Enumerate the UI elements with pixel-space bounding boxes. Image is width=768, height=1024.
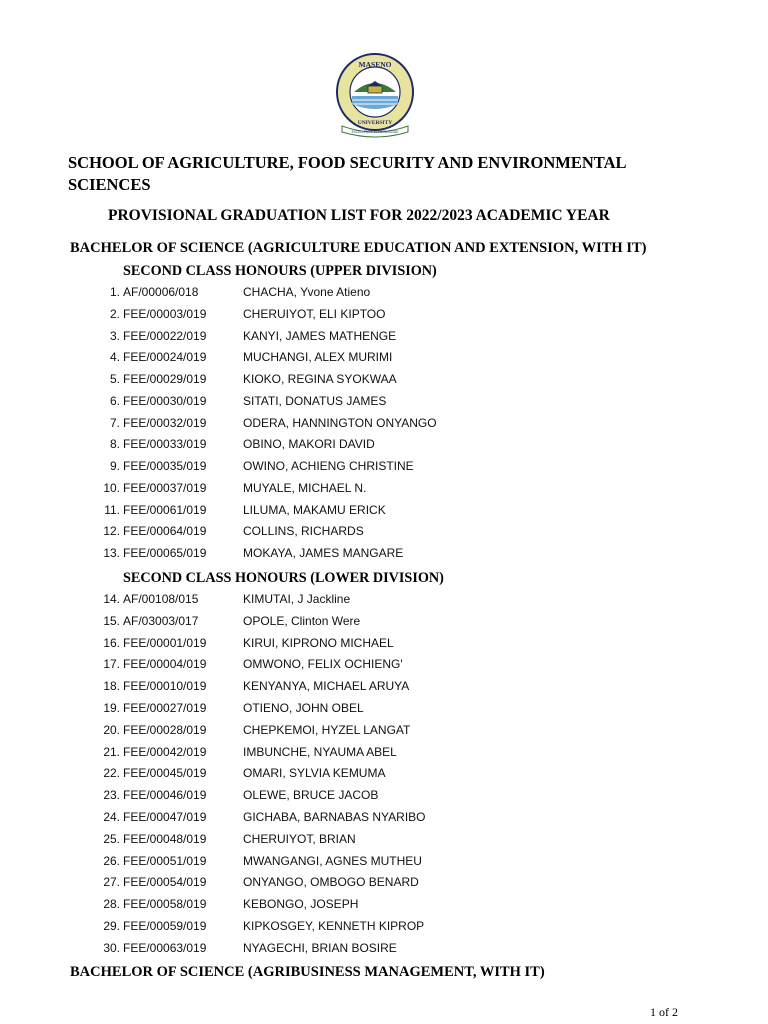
student-name: OLEWE, BRUCE JACOB — [243, 788, 379, 803]
student-name: ONYANGO, OMBOGO BENARD — [243, 875, 419, 890]
registration-number: FEE/00051/019 — [123, 853, 207, 868]
entry-number: 23. — [103, 788, 120, 803]
entry-number: 13. — [103, 546, 120, 560]
student-name: MWANGANGI, AGNES MUTHEU — [243, 853, 422, 868]
list-item — [0, 701, 768, 723]
student-name: MOKAYA, JAMES MANGARE — [243, 546, 404, 560]
entry-number: 10. — [103, 480, 120, 495]
list-item — [0, 788, 768, 810]
student-name: LILUMA, MAKAMU ERICK — [243, 502, 386, 517]
list-item — [0, 546, 768, 568]
student-name: MUCHANGI, ALEX MURIMI — [243, 350, 393, 365]
registration-number: FEE/00059/019 — [123, 919, 207, 933]
list-item — [0, 919, 768, 941]
entry-number: 19. — [103, 701, 120, 715]
entry-number: 16. — [103, 635, 120, 650]
entry-number: 7. — [109, 415, 120, 430]
list-item — [0, 459, 768, 481]
list-item — [0, 285, 768, 307]
registration-number: FEE/00010/019 — [123, 679, 207, 694]
entry-number: 4. — [109, 350, 120, 365]
university-seal-logo — [332, 52, 418, 138]
list-item — [0, 372, 768, 394]
list-item — [0, 307, 768, 329]
registration-number: FEE/00028/019 — [123, 722, 207, 737]
entry-number: 30. — [103, 940, 120, 955]
school-heading: SCHOOL OF AGRICULTURE, FOOD SECURITY AND ENVIRONMENTAL SCIENCES — [68, 153, 626, 194]
registration-number: AF/03003/017 — [123, 613, 199, 628]
entry-number: 29. — [103, 919, 120, 933]
list-item — [0, 941, 768, 963]
list-item — [0, 329, 768, 351]
class-heading-lower: SECOND CLASS HONOURS (LOWER DIVISION) — [123, 570, 444, 586]
list-item — [0, 723, 768, 745]
entry-number: 26. — [103, 853, 120, 868]
list-item — [0, 636, 768, 658]
entry-number: 20. — [103, 722, 120, 737]
registration-number: FEE/00042/019 — [123, 744, 207, 759]
student-name: COLLINS, RICHARDS — [243, 524, 364, 539]
student-name: KIOKO, REGINA SYOKWAA — [243, 372, 397, 386]
student-name: OMWONO, FELIX OCHIENG' — [243, 657, 403, 672]
registration-number: AF/00108/015 — [123, 592, 199, 606]
list-item — [0, 745, 768, 767]
list-item — [0, 524, 768, 546]
svg-text:MASENO: MASENO — [358, 60, 392, 69]
entry-number: 25. — [103, 831, 120, 846]
registration-number: FEE/00022/019 — [123, 328, 207, 343]
list-item — [0, 481, 768, 503]
registration-number: FEE/00032/019 — [123, 415, 207, 430]
student-name: NYAGECHI, BRIAN BOSIRE — [243, 940, 397, 955]
student-name: CHACHA, Yvone Atieno — [243, 285, 371, 299]
entry-number: 14. — [103, 592, 120, 606]
registration-number: FEE/00030/019 — [123, 393, 207, 408]
list-item — [0, 766, 768, 788]
student-name: OTIENO, JOHN OBEL — [243, 701, 364, 715]
student-name: KIRUI, KIPRONO MICHAEL — [243, 635, 394, 650]
entry-number: 6. — [109, 393, 120, 408]
list-title: PROVISIONAL GRADUATION LIST FOR 2022/2023 ACADEMIC YEAR — [108, 207, 610, 224]
entry-number: 24. — [103, 810, 120, 824]
student-name: KIMUTAI, J Jackline — [243, 592, 351, 606]
entry-number: 15. — [103, 613, 120, 628]
list-item — [0, 679, 768, 701]
student-name: KIPKOSGEY, KENNETH KIPROP — [243, 919, 425, 933]
registration-number: FEE/00027/019 — [123, 701, 207, 715]
student-name: OBINO, MAKORI DAVID — [243, 437, 375, 452]
student-name: IMBUNCHE, NYAUMA ABEL — [243, 744, 397, 759]
list-item — [0, 437, 768, 459]
list-item — [0, 854, 768, 876]
entry-number: 2. — [109, 306, 120, 321]
entry-number: 8. — [109, 437, 120, 452]
student-name: CHERUIYOT, BRIAN — [243, 831, 356, 846]
list-item — [0, 657, 768, 679]
student-name: GICHABA, BARNABAS NYARIBO — [243, 810, 426, 824]
registration-number: FEE/00024/019 — [123, 350, 207, 365]
list-item — [0, 503, 768, 525]
entry-number: 21. — [103, 744, 120, 759]
entry-number: 9. — [109, 459, 120, 473]
entry-number: 28. — [103, 897, 120, 912]
student-name: KANYI, JAMES MATHENGE — [243, 328, 397, 343]
entry-number: 5. — [109, 372, 120, 386]
list-item — [0, 897, 768, 919]
registration-number: FEE/00047/019 — [123, 810, 207, 824]
registration-number: FEE/00004/019 — [123, 657, 207, 672]
registration-number: FEE/00001/019 — [123, 635, 207, 650]
registration-number: FEE/00064/019 — [123, 524, 207, 539]
student-name: MUYALE, MICHAEL N. — [243, 480, 367, 495]
registration-number: FEE/00061/019 — [123, 502, 207, 517]
list-item — [0, 875, 768, 897]
entry-number: 27. — [103, 875, 120, 890]
student-name: OMARI, SYLVIA KEMUMA — [243, 766, 386, 781]
registration-number: FEE/00033/019 — [123, 437, 207, 452]
list-item — [0, 416, 768, 438]
registration-number: FEE/00045/019 — [123, 766, 207, 781]
registration-number: FEE/00048/019 — [123, 831, 207, 846]
student-name: OWINO, ACHIENG CHRISTINE — [243, 459, 414, 473]
svg-text:EXCELLENCE IN KNOWLEDGE: EXCELLENCE IN KNOWLEDGE — [351, 130, 399, 134]
list-item — [0, 592, 768, 614]
entry-number: 3. — [109, 328, 120, 343]
entry-number: 17. — [103, 657, 120, 672]
entry-number: 12. — [103, 524, 120, 539]
student-name: CHERUIYOT, ELI KIPTOO — [243, 306, 386, 321]
student-name: KEBONGO, JOSEPH — [243, 897, 359, 912]
program-title-next: BACHELOR OF SCIENCE (AGRIBUSINESS MANAGEMENT, WITH IT) — [70, 964, 545, 980]
registration-number: FEE/00003/019 — [123, 306, 207, 321]
entry-number: 11. — [104, 502, 120, 517]
registration-number: FEE/00046/019 — [123, 788, 207, 803]
registration-number: FEE/00035/019 — [123, 459, 207, 473]
registration-number: FEE/00063/019 — [123, 940, 207, 955]
list-item — [0, 394, 768, 416]
registration-number: FEE/00065/019 — [123, 546, 207, 560]
registration-number: FEE/00037/019 — [123, 480, 207, 495]
registration-number: AF/00006/018 — [123, 285, 199, 299]
entry-number: 18. — [103, 679, 120, 694]
registration-number: FEE/00058/019 — [123, 897, 207, 912]
entry-number: 1. — [109, 285, 120, 299]
student-name: CHEPKEMOI, HYZEL LANGAT — [243, 722, 411, 737]
page-number: 1 of 2 — [650, 1005, 678, 1019]
list-item — [0, 832, 768, 854]
registration-number: FEE/00054/019 — [123, 875, 207, 890]
student-name: OPOLE, Clinton Were — [243, 613, 361, 628]
registration-number: FEE/00029/019 — [123, 372, 207, 386]
student-name: KENYANYA, MICHAEL ARUYA — [243, 679, 410, 694]
program-title: BACHELOR OF SCIENCE (AGRICULTURE EDUCATION AND EXTENSION, WITH IT) — [70, 240, 647, 256]
class-heading-upper: SECOND CLASS HONOURS (UPPER DIVISION) — [123, 263, 437, 279]
list-item — [0, 810, 768, 832]
student-name: ODERA, HANNINGTON ONYANGO — [243, 415, 437, 430]
list-item — [0, 614, 768, 636]
entry-number: 22. — [103, 766, 120, 781]
svg-text:UNIVERSITY: UNIVERSITY — [357, 120, 393, 126]
list-item — [0, 350, 768, 372]
student-name: SITATI, DONATUS JAMES — [243, 393, 387, 408]
